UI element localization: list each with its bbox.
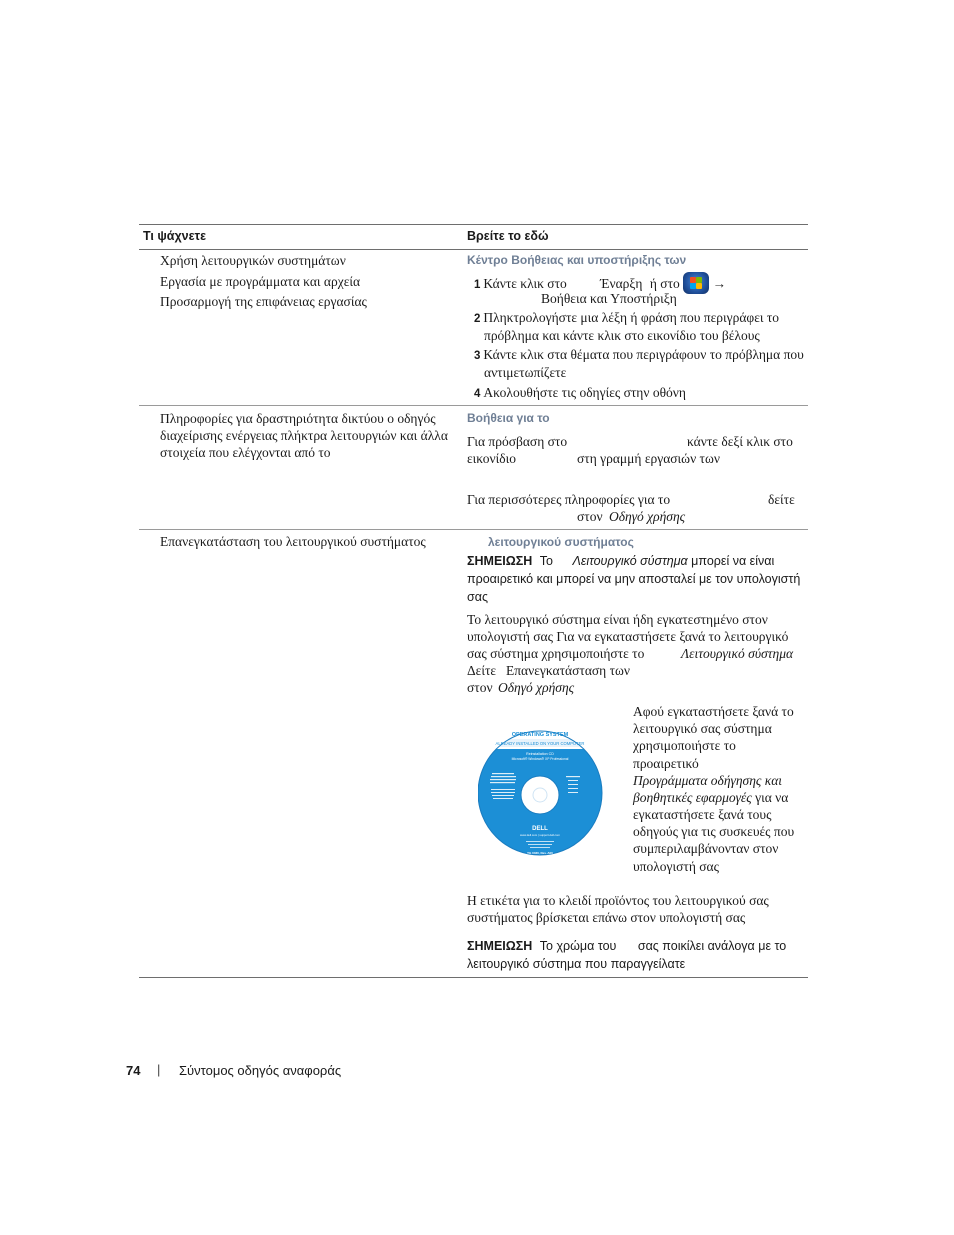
row2-heading: Βοήθεια για το: [467, 411, 550, 425]
cd-brand: DELL: [532, 826, 548, 832]
column-header-right: Βρείτε το εδώ: [467, 229, 549, 243]
row1-heading: Κέντρο Βοήθειας και υποστήριξης των: [467, 253, 687, 267]
cd-line-1: Reinstallation CD: [526, 752, 554, 756]
cd-bottom-code: TG 0030, Rev. A00: [527, 851, 553, 855]
row2-p2-c: στον: [577, 509, 603, 524]
row3-p1-line-5b: [498, 679, 574, 696]
side-text-g: για να: [755, 790, 789, 805]
cd-line-2: Microsoft® Windows® XP Professional: [511, 757, 569, 761]
table-bottom-rule: [139, 977, 808, 978]
step-2-number: 2: [474, 313, 481, 325]
row3-p2-line-1: Η ετικέτα για το κλειδί προϊόντος του λειτουργικού σας: [467, 893, 769, 908]
step-3-text-a: Κάντε κλικ στα θέματα που περιγράφουν το πρόβλημα που: [483, 347, 804, 362]
note-1-label: ΣΗΜΕΙΩΣΗ: [467, 554, 533, 568]
row3-p1-line-4b: Επανεγκατάσταση των: [506, 663, 631, 678]
cd-top-label: OPERATING SYSTEM: [511, 732, 569, 738]
cd-banner: ALREADY INSTALLED ON YOUR COMPUTER: [495, 741, 585, 746]
row3-p1-line-2: υπολογιστή σας Για να εγκαταστήσετε ξανά το λειτουργικό: [467, 629, 789, 644]
row3-side-line-7: εγκαταστήσετε ξανά τους: [633, 807, 772, 822]
row2-p1-b: κάντε δεξί κλικ στο: [687, 434, 793, 449]
note-2-text-b: σας ποικίλει ανάλογα με το: [637, 939, 787, 953]
row3-side-line-3: χρησιμοποιήστε το: [633, 738, 736, 753]
note-1-text-a: Το: [539, 554, 554, 568]
row3-note-2-line-2: λειτουργικό σύστημα που παραγγείλατε: [467, 957, 686, 971]
row3-side-line-4: προαιρετικό: [633, 756, 699, 771]
step-1-text-c: ή στο: [649, 276, 680, 291]
row1-step-4: [474, 384, 686, 403]
note-1-text-b: Λειτουργικό σύστημα: [572, 554, 688, 568]
row2-p1-d: στη γραμμή εργασιών των: [577, 451, 720, 466]
row2-p2-d: [609, 508, 685, 525]
row3-heading: λειτουργικού συστήματος: [488, 535, 634, 549]
row3-side-line-8: οδηγούς για τις συσκευές που: [633, 824, 795, 839]
row3-side-line-1: Αφού εγκαταστήσετε ξανά το: [633, 704, 794, 719]
row3-p1-line-5a: στον: [467, 680, 493, 695]
row1-step-2: [474, 309, 779, 328]
os-cd-image: [478, 719, 603, 861]
footer-title: Σύντομος οδηγός αναφοράς: [179, 1063, 342, 1078]
cd-brand-sub: www.dell.com | support.dell.com: [520, 833, 560, 837]
row3-p1-line-1: Το λειτουργικό σύστημα είναι ήδη εγκατεστημένο στον: [467, 612, 768, 627]
row1-step-2-cont: πρόβλημα και κάντε κλικ στο εικονίδιο του βέλους: [484, 328, 760, 343]
windows-start-icon[interactable]: [683, 272, 709, 294]
drivers-disc-name-b: βοηθητικές εφαρμογές: [633, 790, 752, 805]
row1-step-1-cont: Βοήθεια και Υποστήριξη: [541, 291, 677, 306]
row2-left-line-3: στοιχεία που ελέγχονται από το: [160, 445, 331, 460]
step-3-number: 3: [474, 350, 481, 362]
row3-note-1-line-3: σας: [467, 590, 488, 604]
row3-note-1-line-2: προαιρετικό και μπορεί να μην αποσταλεί με τον υπολογιστή: [467, 572, 801, 586]
column-header-left: Τι ψάχνετε: [143, 229, 207, 243]
row2-p2-b: δείτε: [768, 492, 795, 507]
arrow-icon: →: [712, 276, 726, 291]
row2-p2-a: Για περισσότερες πληροφορίες για το: [467, 492, 671, 507]
row1-left-item-3: Προσαρμογή της επιφάνειας εργασίας: [160, 294, 367, 309]
row1-bottom-rule: [139, 405, 808, 406]
row1-left-item-2: Εργασία με προγράμματα και αρχεία: [160, 274, 361, 289]
table-top-rule: [139, 224, 808, 225]
table-header-rule: [139, 249, 808, 250]
row3-p2-line-2: συστήματος βρίσκεται επάνω στον υπολογιστή σας: [467, 910, 746, 925]
footer-separator: |: [157, 1062, 161, 1077]
row2-left-line-2: διαχείρισης ενέργειας πλήκτρα λειτουργιών και άλλα: [160, 428, 448, 443]
row3-p1-line-3b: [681, 645, 793, 662]
os-disc-name: Λειτουργικό σύστημα: [681, 646, 794, 661]
row1-left-item-1: Χρήση λειτουργικών συστημάτων: [160, 253, 346, 268]
note-1-text-c: μπορεί να είναι: [691, 554, 775, 568]
row3-p1-line-3a: σας σύστημα χρησιμοποιήστε το: [467, 646, 645, 661]
row3-side-line-2: λειτουργικό σας σύστημα: [633, 721, 772, 736]
page-number: 74: [126, 1063, 141, 1078]
row3-note-2-line-1: [467, 937, 786, 955]
user-guide-ref: Οδηγό χρήσης: [498, 680, 575, 695]
row2-p1-a: Για πρόσβαση στο: [467, 434, 568, 449]
row3-left: Επανεγκατάσταση του λειτουργικού συστήματος: [160, 534, 426, 549]
step-4-text-a: Ακολουθήστε τις οδηγίες στην οθόνη: [483, 385, 686, 400]
row3-note-1-line-1: [467, 552, 774, 570]
drivers-disc-name-a: Προγράμματα οδήγησης και: [633, 773, 783, 788]
row3-side-line-10: υπολογιστή σας: [633, 859, 719, 874]
row1-step-3-cont: αντιμετωπίζετε: [484, 365, 567, 380]
step-2-text-a: Πληκτρολογήστε μια λέξη ή φράση που περιγράφει το: [483, 310, 780, 325]
note-2-label: ΣΗΜΕΙΩΣΗ: [467, 939, 533, 953]
row2-p1-c: εικονίδιο: [467, 451, 517, 466]
row2-bottom-rule: [139, 529, 808, 530]
row1-step-3: [474, 346, 804, 365]
step-1-text-b: Έναρξη: [600, 276, 643, 291]
row3-p1-line-4a: Δείτε: [467, 663, 497, 678]
note-2-text-a: Το χρώμα του: [539, 939, 617, 953]
step-1-text-a: Κάντε κλικ στο: [483, 276, 567, 291]
cd-disc-graphic: [478, 719, 603, 861]
user-guide-link-text: Οδηγό χρήσης: [609, 509, 686, 524]
step-1-number: 1: [474, 279, 481, 291]
row2-left-line-1: Πληροφορίες για δραστηριότητα δικτύου ο οδηγός: [160, 411, 436, 426]
step-4-number: 4: [474, 388, 481, 400]
row3-side-line-6: [633, 789, 788, 806]
row3-side-line-9: συμπεριλαμβάνονταν στον: [633, 841, 779, 856]
row3-side-line-5: [633, 772, 782, 789]
